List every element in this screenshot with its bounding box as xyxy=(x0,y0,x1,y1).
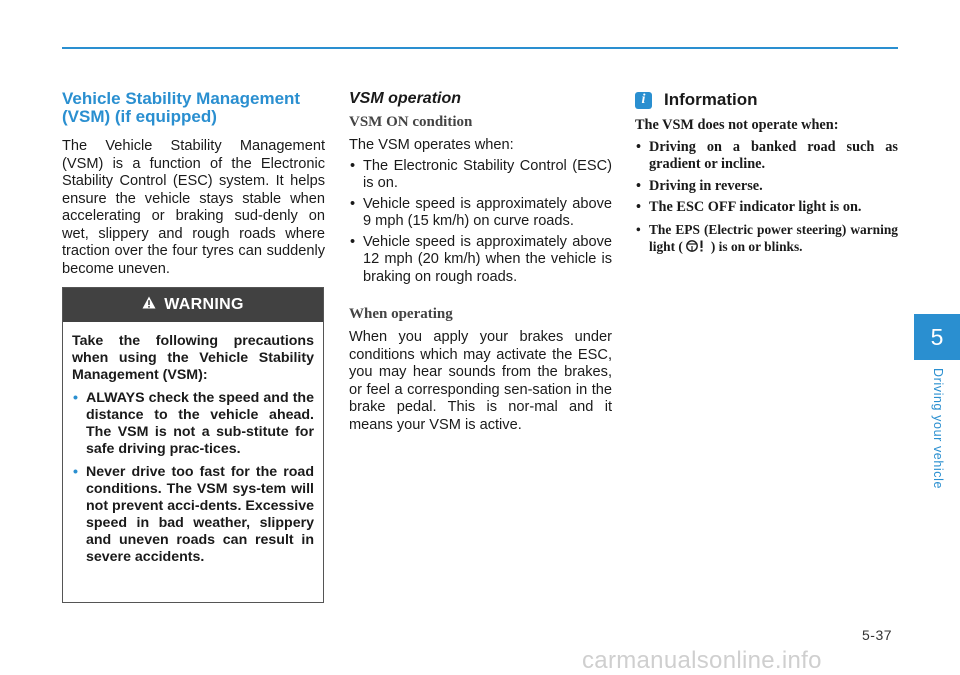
warning-item xyxy=(72,390,314,458)
when-operating-body: When you apply your brakes under conditions which may activate the ESC, you may hear sounds from the brakes, or feel a corresponding sen-sation in the brake pedal. This is nor-mal and it means your VSM is active. xyxy=(349,329,612,433)
list-item xyxy=(349,234,612,287)
warning-box xyxy=(62,287,324,603)
warning-item-text: Never drive too fast for the road conditions. The VSM sys-tem will not prevent acci-dents. Excessive speed in bad weather, slippery and uneven roads can result in severe accidents. xyxy=(86,464,314,565)
list-item xyxy=(349,196,612,231)
vsm-on-condition-intro: The VSM operates when: xyxy=(349,137,514,153)
warning-item xyxy=(72,464,314,566)
information-body xyxy=(635,117,898,258)
bullet-dot-icon: • xyxy=(350,233,356,250)
eps-text-suffix: ) is on or blinks. xyxy=(710,239,803,254)
warning-intro: Take the following precautions when using the Vehicle Stability Management (VSM): xyxy=(72,333,314,383)
eps-text-prefix: The EPS (Electric power steering) warning light ( xyxy=(649,221,898,254)
chapter-tab: 5 xyxy=(914,314,960,360)
section-body: The Vehicle Stability Management (VSM) is a function of the Electronic Stability Control (ESC) system. It helps ensure the vehicle stays stable when accelerating or braking sud-denly on wet, slippery and rough roads where traction over the four tyres can suddenly become uneven. xyxy=(62,138,325,277)
information-title: Information xyxy=(664,90,758,109)
vsm-on-condition-title: VSM ON condition xyxy=(349,114,473,130)
bullet-dot-icon: • xyxy=(636,221,641,237)
list-item xyxy=(635,139,898,174)
section-title-line2: (VSM) (if equipped) xyxy=(62,107,217,126)
list-item-text: The Electronic Stability Control (ESC) is on. xyxy=(363,157,612,191)
vsm-operation-title: VSM operation xyxy=(349,90,462,107)
bullet-dot-icon: • xyxy=(636,199,642,215)
information-intro: The VSM does not operate when: xyxy=(635,117,839,133)
bullet-dot-icon: • xyxy=(636,177,642,194)
bullet-dot-icon: • xyxy=(350,195,356,212)
list-item-text: Vehicle speed is approximately above 9 mph (15 km/h) on curve roads. xyxy=(363,195,612,229)
section-title-line1: Vehicle Stability Management xyxy=(62,89,301,108)
section-title xyxy=(62,90,325,126)
column-vsm-intro xyxy=(62,90,325,278)
warning-title: WARNING xyxy=(164,296,244,313)
page-number: 5-37 xyxy=(862,627,893,643)
column-information xyxy=(635,90,898,262)
info-icon: i xyxy=(635,92,652,109)
bullet-dot-icon: • xyxy=(73,390,78,406)
chapter-label: Driving your vehicle xyxy=(931,368,945,490)
eps-warning-icon xyxy=(684,239,710,258)
list-item xyxy=(349,158,612,193)
list-item-text: Vehicle speed is approximately above 12 mph (20 km/h) when the vehicle is braking on rough roads. xyxy=(363,233,612,285)
information-header xyxy=(635,90,898,110)
warning-header xyxy=(63,288,323,322)
list-item xyxy=(635,221,898,258)
list-item xyxy=(635,178,898,196)
list-item xyxy=(635,199,898,217)
bullet-dot-icon: • xyxy=(636,138,642,155)
column-vsm-operation xyxy=(349,90,612,434)
warning-item-text: ALWAYS check the speed and the distance to the vehicle ahead. The VSM is not a sub-stitute for safe driving prac-tices. xyxy=(86,390,314,457)
watermark: carmanualsonline.info xyxy=(582,647,822,674)
list-item-text: Driving on a banked road such as gradient or incline. xyxy=(649,138,898,172)
when-operating-title: When operating xyxy=(349,306,453,322)
warning-triangle-icon xyxy=(142,296,156,314)
bullet-dot-icon: • xyxy=(73,464,78,480)
warning-body xyxy=(63,322,323,566)
top-rule xyxy=(62,47,898,49)
list-item-text: Driving in reverse. xyxy=(649,177,763,194)
list-item-text: The ESC OFF indicator light is on. xyxy=(649,199,862,215)
bullet-dot-icon: • xyxy=(350,157,356,174)
